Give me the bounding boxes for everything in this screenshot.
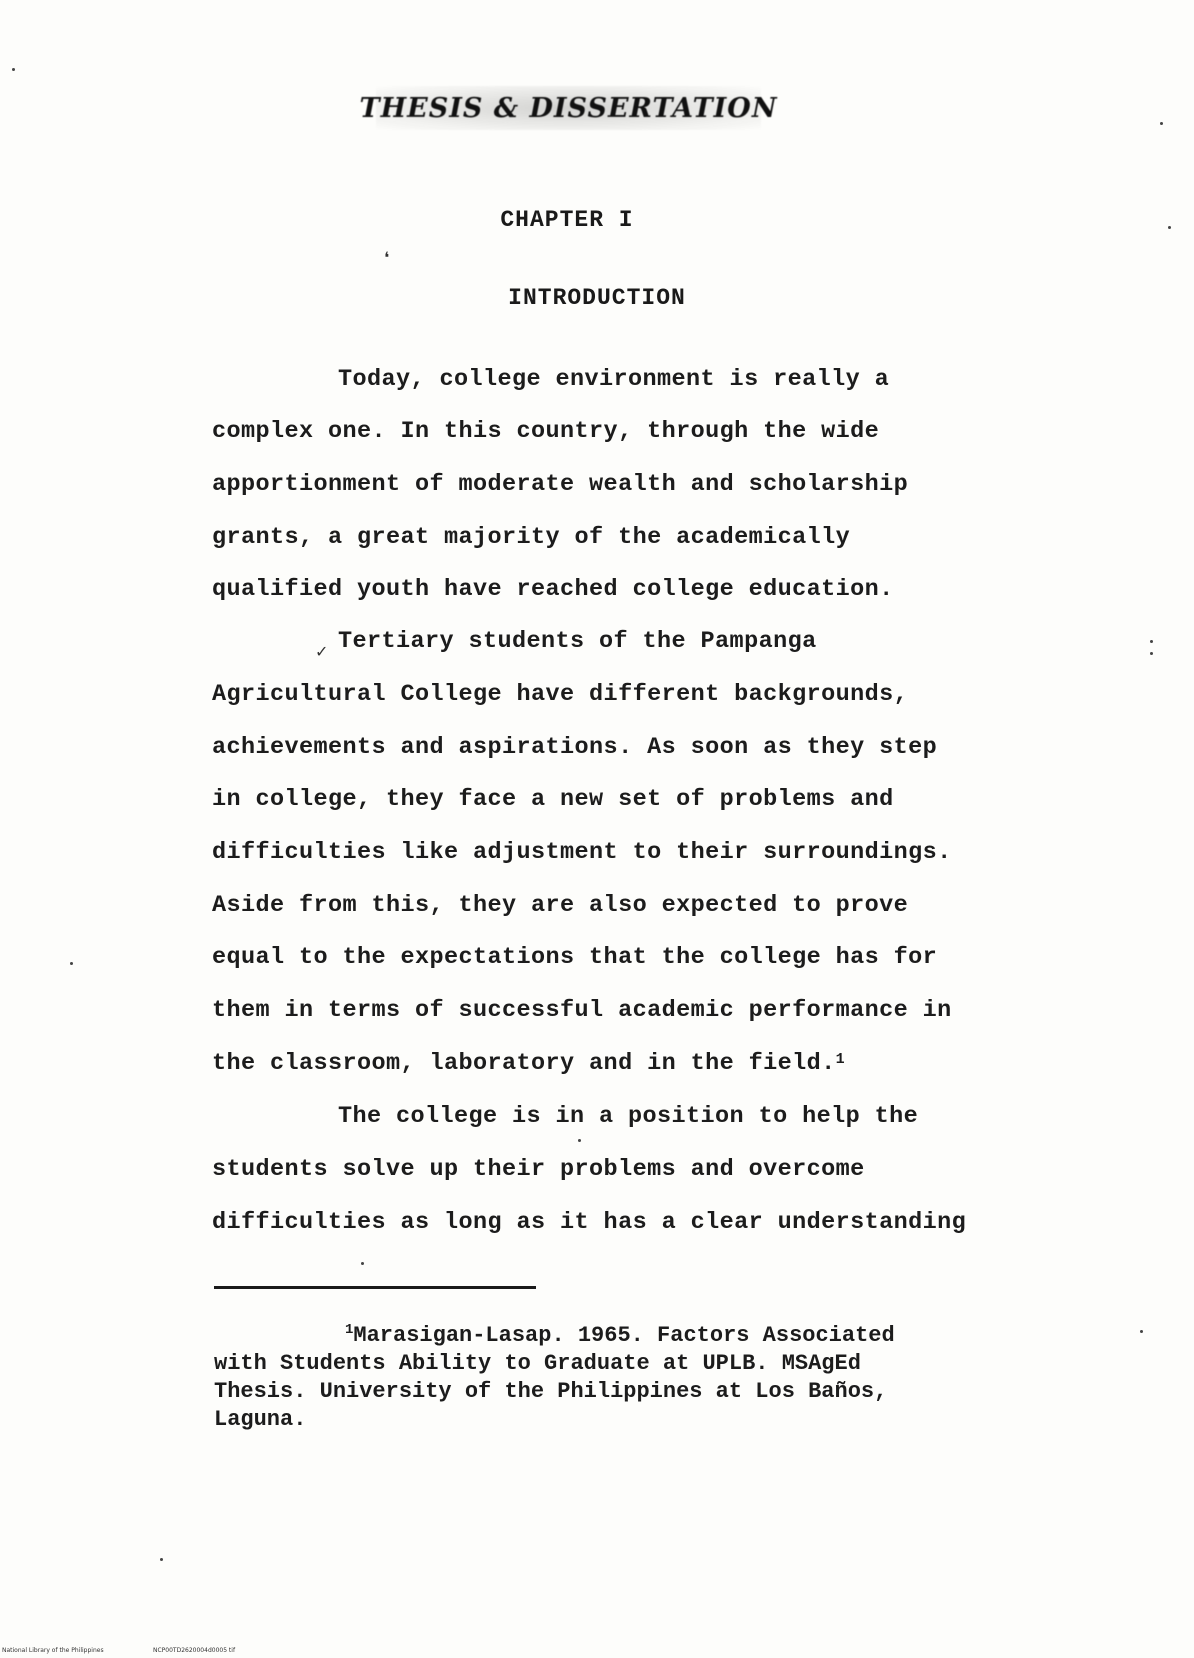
paragraph-2-line-1: Tertiary students of the Pampanga	[338, 628, 817, 655]
paragraph-2-line-3: achievements and aspirations. As soon as they step	[212, 734, 938, 761]
paragraph-1-line-2: complex one. In this country, through the wide	[212, 418, 880, 445]
thesis-stamp: THESIS & DISSERTATION	[376, 86, 761, 130]
paragraph-2-line-9	[212, 1050, 845, 1077]
scan-speck	[1168, 226, 1171, 229]
check-mark: ✓	[315, 642, 329, 661]
footnote-line-4: Laguna.	[214, 1407, 307, 1432]
footnote-separator	[214, 1286, 536, 1289]
scan-speck	[1150, 640, 1153, 643]
scan-speck	[70, 962, 73, 965]
scan-speck	[12, 68, 15, 71]
scan-speck	[1150, 652, 1153, 655]
paragraph-2-line-5: difficulties like adjustment to their surroundings.	[212, 839, 952, 866]
library-credit: National Library of the Philippines	[2, 1647, 104, 1654]
paragraph-2-line-6: Aside from this, they are also expected to prove	[212, 892, 909, 919]
footnote-mark: 1	[345, 1322, 354, 1338]
chapter-title: INTRODUCTION	[508, 285, 686, 311]
footnote-line-2: with Students Ability to Graduate at UPLB. MSAgEd	[214, 1351, 861, 1376]
paragraph-3-line-2: students solve up their problems and overcome	[212, 1156, 865, 1183]
scan-identifier: NCP00TD2620004d0005 tif	[153, 1647, 236, 1654]
paragraph-1-line-3: apportionment of moderate wealth and scholarship	[212, 471, 909, 498]
paragraph-1-line-1: Today, college environment is really a	[338, 366, 890, 393]
paragraph-1-line-5: qualified youth have reached college education.	[212, 576, 894, 603]
scan-speck	[1140, 1330, 1143, 1333]
footnote-reference: 1	[835, 1051, 846, 1068]
paragraph-2-line-8: them in terms of successful academic performance in	[212, 997, 952, 1024]
paragraph-1-line-4: grants, a great majority of the academically	[212, 524, 851, 551]
paragraph-2-line-9-text: the classroom, laboratory and in the field.	[212, 1050, 836, 1077]
footnote-line-1-text: Marasigan-Lasap. 1965. Factors Associated	[353, 1323, 895, 1348]
chapter-number: CHAPTER I	[500, 207, 634, 233]
scan-speck	[1160, 122, 1163, 125]
paragraph-3-line-3: difficulties as long as it has a clear understanding	[212, 1209, 967, 1236]
scan-speck	[578, 1139, 581, 1142]
paragraph-2-line-2: Agricultural College have different backgrounds,	[212, 681, 909, 708]
paragraph-2-line-7: equal to the expectations that the college has for	[212, 944, 938, 971]
scan-speck	[160, 1558, 163, 1561]
paragraph-2-line-4: in college, they face a new set of problems and	[212, 786, 894, 813]
paragraph-3-line-1: The college is in a position to help the	[338, 1103, 919, 1130]
footnote-line-1	[345, 1323, 895, 1351]
scan-speck	[361, 1262, 364, 1265]
margin-tick-mark: ❛	[384, 248, 390, 267]
footnote-line-3: Thesis. University of the Philippines at Los Baños,	[214, 1379, 888, 1404]
